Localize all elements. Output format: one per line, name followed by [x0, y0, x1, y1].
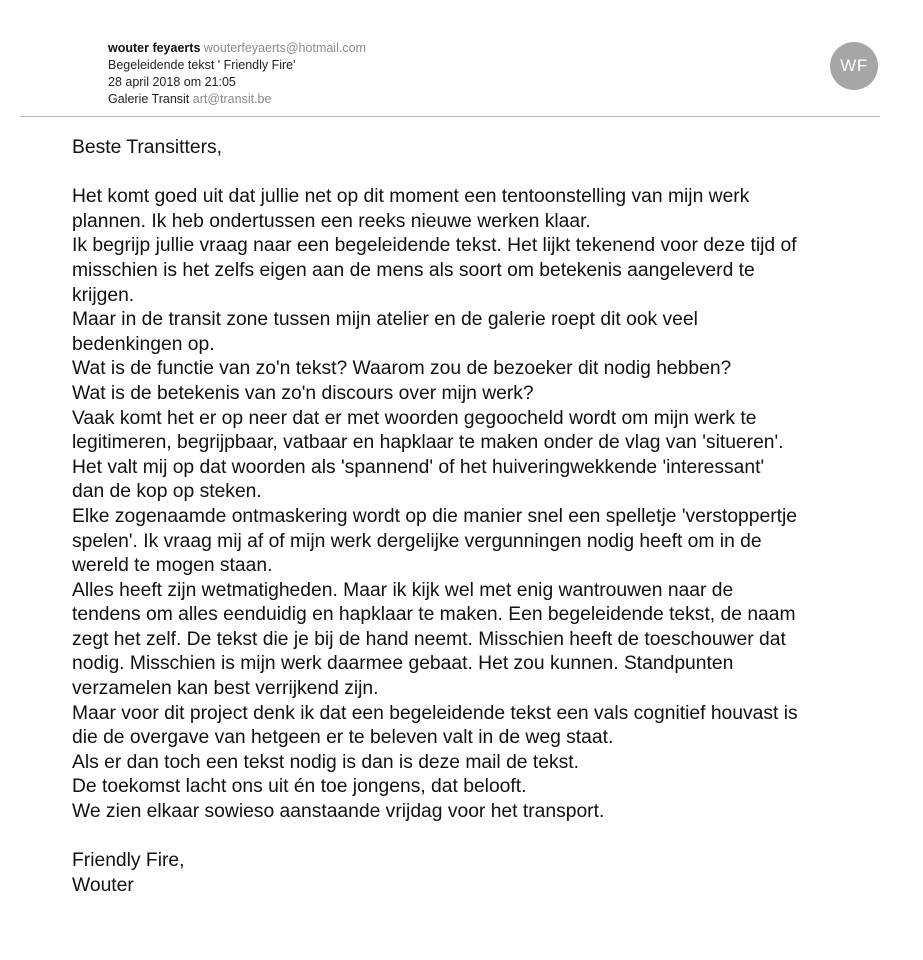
sender-avatar: WF [830, 42, 878, 90]
body-line: Als er dan toch een tekst nodig is dan is deze mail de tekst. [72, 751, 579, 773]
body-line: spelen'. Ik vraag mij af of mijn werk dergelijke vergunningen nodig heeft om in de [72, 530, 762, 552]
body-line: nodig. Misschien is mijn werk daarmee gebaat. Het zou kunnen. Standpunten [72, 653, 734, 675]
body-line: Maar voor dit project denk ik dat een begeleidende tekst een vals cognitief houvast is [72, 702, 798, 724]
email-body [72, 136, 902, 898]
body-line: verzamelen kan best verrijkend zijn. [72, 678, 379, 700]
body-line: Wat is de functie van zo'n tekst? Waarom zou de bezoeker dit nodig hebben? [72, 358, 732, 380]
recipient-address[interactable]: art@transit.be [192, 92, 272, 106]
body-line: dan de kop op steken. [72, 481, 262, 503]
sender-name[interactable]: wouter feyaerts [108, 41, 201, 55]
body-line: zegt het zelf. De tekst die je bij de hand neemt. Misschien heeft de toeschouwer dat [72, 628, 786, 650]
paragraph-gap [72, 825, 902, 850]
email-header [0, 40, 923, 110]
paragraph-gap [72, 161, 902, 186]
body-line: Maar in de transit zone tussen mijn atelier en de galerie roept dit ook veel [72, 309, 698, 331]
body-line: We zien elkaar sowieso aanstaande vrijdag voor het transport. [72, 801, 605, 823]
body-line: krijgen. [72, 284, 135, 306]
body-line: Elke zogenaamde ontmaskering wordt op die manier snel een spelletje 'verstoppertje [72, 505, 797, 527]
header-divider [20, 116, 880, 117]
body-line: bedenkingen op. [72, 333, 215, 355]
body-line: Vaak komt het er op neer dat er met woorden gegoocheld wordt om mijn werk te [72, 407, 757, 429]
body-line: Ik begrijp jullie vraag naar een begeleidende tekst. Het lijkt tekenend voor deze tijd of [72, 235, 797, 257]
recipient-name[interactable]: Galerie Transit [108, 92, 190, 106]
from-value [108, 40, 366, 57]
greeting: Beste Transitters, [72, 137, 223, 158]
body-line: tendens om alles eenduidig en hapklaar te maken. Een begeleidende tekst, de naam [72, 604, 796, 626]
body-line: plannen. Ik heb ondertussen een reeks nieuwe werken klaar. [72, 210, 591, 232]
closing: Friendly Fire, [72, 850, 185, 872]
signature: Wouter [72, 874, 134, 896]
body-line: legitimeren, begrijpbaar, vatbaar en hapklaar te maken onder de vlag van 'situeren'. [72, 432, 784, 454]
body-line: wereld te mogen staan. [72, 555, 273, 577]
body-line: Wat is de betekenis van zo'n discours over mijn werk? [72, 382, 534, 404]
body-text [72, 185, 902, 824]
body-line: die de overgave van hetgeen er te beleven valt in de weg staat. [72, 727, 614, 749]
date-value: 28 april 2018 om 21:05 [108, 75, 236, 89]
to-value [108, 91, 271, 108]
body-line: Het valt mij op dat woorden als 'spannend' of het huiveringwekkende 'interessant' [72, 456, 765, 478]
sender-address[interactable]: wouterfeyaerts@hotmail.com [203, 41, 366, 55]
body-line: misschien is het zelfs eigen aan de mens als soort om betekenis aangeleverd te [72, 259, 755, 281]
body-line: Het komt goed uit dat jullie net op dit moment een tentoonstelling van mijn werk [72, 186, 750, 208]
subject-value: Begeleidende tekst ' Friendly Fire' [108, 58, 296, 72]
body-line: De toekomst lacht ons uit én toe jongens, dat belooft. [72, 776, 527, 798]
body-line: Alles heeft zijn wetmatigheden. Maar ik kijk wel met enig wantrouwen naar de [72, 579, 734, 601]
